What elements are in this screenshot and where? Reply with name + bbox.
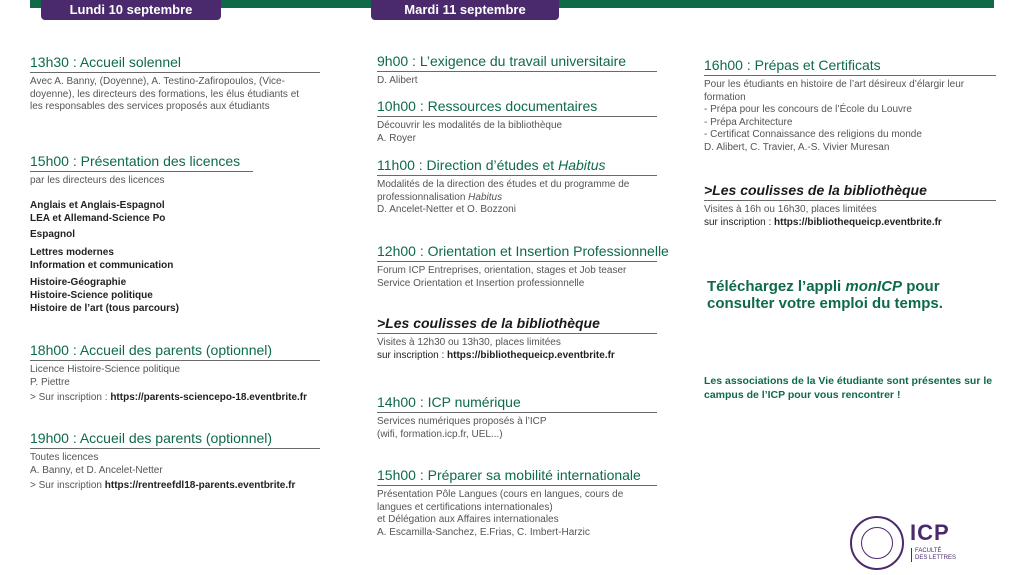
licences-list <box>30 199 179 315</box>
icp-logo <box>850 516 960 572</box>
event-accueil-parents-18h <box>30 342 320 405</box>
event-text: Licence Histoire-Science politique <box>30 364 181 375</box>
event-title: >Les coulisses de la bibliothèque <box>377 315 657 334</box>
event-text: doyenne), les directeurs des formations, les élus étudiants et <box>30 88 300 100</box>
event-text: Services numériques proposés à l’ICP <box>377 416 547 427</box>
event-title: 18h00 : Accueil des parents (optionnel) <box>30 342 320 361</box>
university-seal-icon <box>850 516 904 570</box>
list-item: LEA et Allemand-Science Po <box>30 213 166 224</box>
event-text: A. Royer <box>377 132 416 144</box>
event-accueil-solennel <box>30 54 320 114</box>
list-item: Histoire-Géographie <box>30 277 127 288</box>
event-text: - Prépa Architecture <box>704 116 793 128</box>
day-tab-monday: Lundi 10 septembre <box>41 0 221 20</box>
event-prepas-certificats <box>704 57 996 155</box>
event-text: Pour les étudiants en histoire de l’art désireux d’élargir leur <box>704 79 965 90</box>
event-text: et Délégation aux Affaires internationales <box>377 514 559 526</box>
event-text: D. Ancelet-Netter et O. Bozzoni <box>377 204 516 216</box>
event-title: 15h00 : Présentation des licences <box>30 153 253 172</box>
event-text: formation <box>704 91 746 103</box>
event-title: >Les coulisses de la bibliothèque <box>704 182 996 201</box>
event-text: Découvrir les modalités de la bibliothèque <box>377 120 563 131</box>
event-text: (wifi, formation.icp.fr, UEL...) <box>377 428 503 440</box>
event-text: par les directeurs des licences <box>30 175 165 186</box>
day-tab-tuesday: Mardi 11 septembre <box>371 0 559 20</box>
event-text: D. Alibert <box>377 75 418 86</box>
event-title: 13h30 : Accueil solennel <box>30 54 320 73</box>
link-prefix: sur inscription : <box>704 216 775 228</box>
link-prefix: sur inscription : <box>377 349 448 361</box>
event-text: D. Alibert, C. Travier, A.-S. Vivier Muresan <box>704 141 890 153</box>
logo-name: ICP <box>910 520 950 545</box>
event-title: 9h00 : L’exigence du travail universitaire <box>377 53 657 72</box>
event-text: A. Banny, et D. Ancelet-Netter <box>30 464 163 476</box>
event-text: Service Orientation et Insertion professionnelle <box>377 277 585 289</box>
event-orientation-insertion <box>377 243 669 290</box>
event-mobilite-internationale <box>377 467 657 539</box>
list-item: Information et communication <box>30 260 174 271</box>
registration-link[interactable]: https://parents-sciencepo-18.eventbrite.fr <box>110 392 308 404</box>
event-text: - Certificat Connaissance des religions du monde <box>704 129 922 141</box>
event-text: Visites à 12h30 ou 13h30, places limitées <box>377 337 561 348</box>
list-item: Histoire-Science politique <box>30 290 153 301</box>
event-text: P. Piettre <box>30 376 70 388</box>
event-text: Présentation Pôle Langues (cours en langues, cours de <box>377 489 624 500</box>
list-item: Anglais et Anglais-Espagnol <box>30 200 165 211</box>
event-text: - Prépa pour les concours de l’École du Louvre <box>704 104 912 116</box>
app-promo: Téléchargez l’appli monICP pour consulter votre emploi du temps. <box>707 278 943 312</box>
associations-note: Les associations de la Vie étudiante sont présentes sur le campus de l’ICP pour vous rencontrer ! <box>704 375 993 401</box>
event-text: A. Escamilla-Sanchez, E.Frias, C. Imbert-Harzic <box>377 526 590 538</box>
list-item: Lettres modernes <box>30 247 114 258</box>
event-text: Avec A. Banny, (Doyenne), A. Testino-Zafiropoulos, (Vice- <box>30 76 285 87</box>
event-title: 11h00 : Direction d’études et Habitus <box>377 157 657 176</box>
event-title: 10h00 : Ressources documentaires <box>377 98 657 117</box>
link-prefix: > Sur inscription <box>30 480 105 492</box>
event-text: professionnalisation Habitus <box>377 191 503 203</box>
event-text: Toutes licences <box>30 452 99 463</box>
list-item: Espagnol <box>30 229 76 240</box>
event-title: 19h00 : Accueil des parents (optionnel) <box>30 430 320 449</box>
list-item: Histoire de l’art (tous parcours) <box>30 303 179 314</box>
registration-link[interactable]: https://bibliothequeicp.eventbrite.fr <box>774 216 942 228</box>
event-exigence-travail <box>377 53 657 88</box>
event-text: Modalités de la direction des études et du programme de <box>377 179 630 190</box>
event-title: 14h00 : ICP numérique <box>377 394 657 413</box>
event-text: Visites à 16h ou 16h30, places limitées <box>704 204 877 215</box>
event-title: 16h00 : Prépas et Certificats <box>704 57 996 76</box>
event-text: les responsables des services proposés aux étudiants <box>30 101 270 113</box>
link-prefix: > Sur inscription : <box>30 392 111 404</box>
event-direction-etudes <box>377 157 657 217</box>
event-ressources-documentaires <box>377 98 657 145</box>
event-title: 12h00 : Orientation et Insertion Professionnelle <box>377 243 657 262</box>
event-text: langues et certifications internationales) <box>377 501 553 513</box>
event-text: Forum ICP Entreprises, orientation, stages et Job teaser <box>377 265 627 276</box>
event-presentation-licences <box>30 153 253 188</box>
registration-link[interactable]: https://bibliothequeicp.eventbrite.fr <box>447 349 615 361</box>
event-icp-numerique <box>377 394 657 441</box>
logo-faculty: FACULTÉ DES LETTRES <box>911 548 956 562</box>
event-title: 15h00 : Préparer sa mobilité internationale <box>377 467 657 486</box>
event-coulisses-bibliotheque <box>377 315 657 362</box>
event-accueil-parents-19h <box>30 430 320 493</box>
event-coulisses-bibliotheque-2 <box>704 182 996 229</box>
registration-link[interactable]: https://rentreefdl18-parents.eventbrite.fr <box>104 480 296 492</box>
